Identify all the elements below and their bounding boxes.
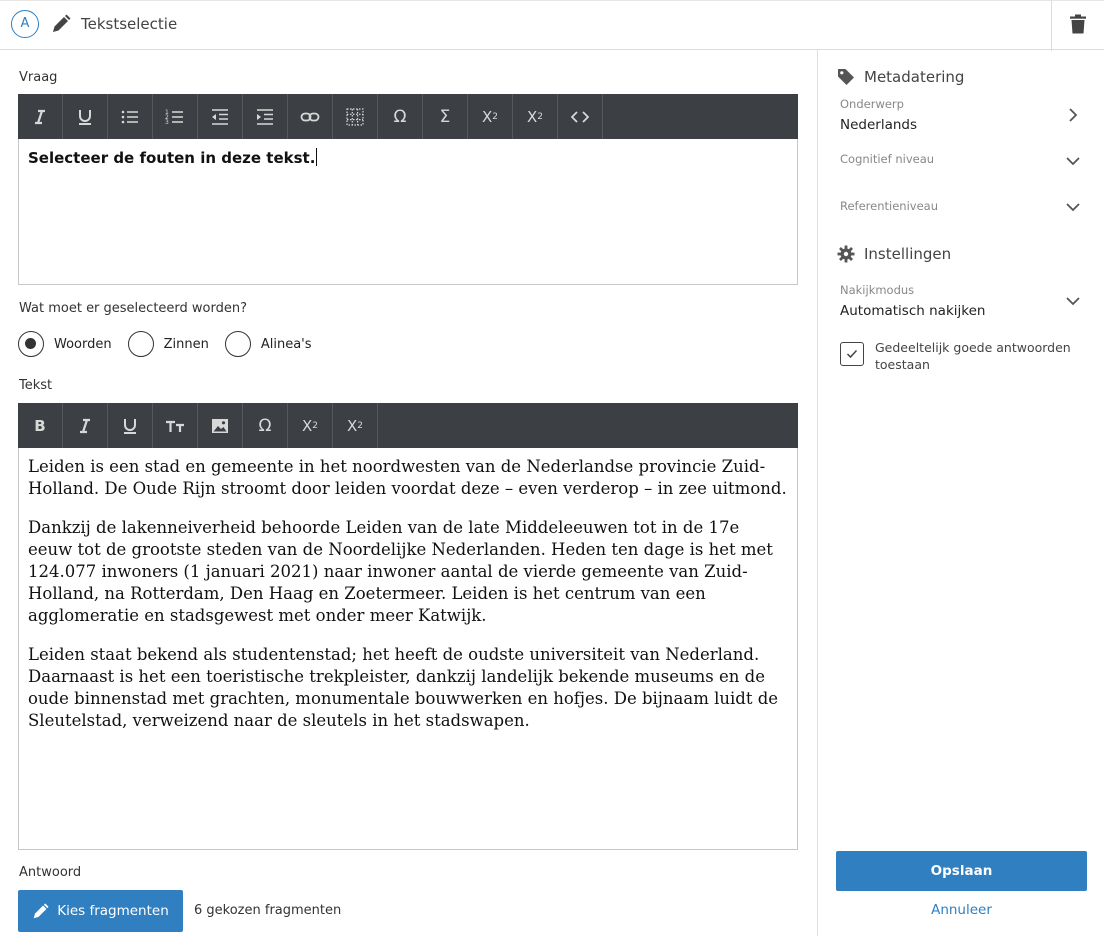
text-toolbar [18,403,798,448]
indent-icon[interactable] [243,94,288,139]
reference-level-label[interactable]: Referentieniveau [840,199,938,213]
text-size-icon[interactable] [153,403,198,448]
bold-icon[interactable]: B [18,403,63,448]
chevron-down-icon[interactable] [1065,153,1081,169]
partial-answers-checkbox[interactable] [840,342,864,366]
svg-text:1: 1 [165,108,169,116]
superscript-icon[interactable]: X 2 [513,94,558,139]
fragment-count: 6 gekozen fragmenten [194,903,342,918]
page-title: Tekstselectie [81,15,178,33]
chevron-down-icon[interactable] [1065,293,1081,309]
cognitive-level-label[interactable]: Cognitief niveau [840,152,935,166]
question-text: Selecteer de fouten in deze tekst. [28,149,316,167]
grading-mode-value[interactable]: Automatisch nakijken [840,303,986,319]
settings-heading [837,245,951,263]
table-icon[interactable] [333,94,378,139]
selection-type-radios [18,331,328,357]
radio-woorden[interactable] [18,331,112,357]
radio-button[interactable] [128,331,154,357]
radio-button-selected[interactable] [18,331,44,357]
tag-icon [837,68,855,86]
question-editor[interactable] [18,139,798,285]
text-body [19,448,797,757]
subject-value[interactable]: Nederlands [840,117,918,133]
gear-icon [837,245,855,263]
bullet-list-icon[interactable] [108,94,153,139]
question-label: Vraag [19,70,58,85]
text-paragraph: Leiden is een stad en gemeente in het noordwesten van de Nederlandse provincie Zuid-Holland. De Oude Rijn stroomt door leiden voordat deze – even verderop – in zee uitmond. [28,457,787,498]
text-caret [316,148,317,166]
omega-icon[interactable]: Ω [243,403,288,448]
cancel-link[interactable]: Annuleer [931,902,992,918]
text-paragraph: Leiden staat bekend als studentenstad; het heeft de oudste universiteit van Nederland. Daarnaast is het een toeristische trekpleister, dankzij landelijk bekende museums en de oude binnenstad met grachten, monumentale bouwwerken en hofjes. De bijnaam luidt de Sleutelstad, verweizend naar de sleutels in het stadswapen. [28,645,779,730]
header-divider [1051,1,1052,51]
italic-icon[interactable] [18,94,63,139]
metadata-heading [837,68,964,86]
radio-button[interactable] [225,331,251,357]
question-type-badge: A [11,10,39,38]
pencil-icon [32,903,49,920]
subscript-icon[interactable]: X 2 [288,403,333,448]
italic-icon[interactable] [63,403,108,448]
selection-type-label: Wat moet er geselecteerd worden? [19,301,248,316]
subject-label: Onderwerp [840,97,904,111]
numbered-list-icon[interactable] [153,94,198,139]
choose-fragments-label: Kies fragmenten [57,903,169,919]
choose-fragments-button[interactable] [18,890,183,932]
text-label: Tekst [19,378,53,393]
svg-text:2: 2 [165,113,169,121]
radio-zinnen[interactable] [128,331,209,357]
settings-title: Instellingen [864,245,952,263]
chevron-down-icon[interactable] [1065,199,1081,215]
radio-alineas[interactable] [225,331,312,357]
outdent-icon[interactable] [198,94,243,139]
subscript-icon[interactable]: X 2 [468,94,513,139]
grading-mode-label: Nakijkmodus [840,283,915,297]
text-editor[interactable] [18,448,798,850]
omega-icon[interactable]: Ω [378,94,423,139]
question-toolbar [18,94,798,139]
trash-icon[interactable] [1069,14,1087,34]
underline-icon[interactable] [108,403,153,448]
radio-label: Zinnen [163,336,209,352]
answer-label: Antwoord [19,865,82,880]
sigma-icon[interactable]: Σ [423,94,468,139]
checkmark-icon [845,347,859,361]
radio-label: Alinea's [260,336,312,352]
link-icon[interactable] [288,94,333,139]
text-paragraph: Dankzij de lakenneiverheid behoorde Leiden van de late Middeleeuwen tot in de 17e eeuw tot de grootste steden van de Noordelijke Nederlanden. Heden ten dage is het met 124.077 inwoners (1 januari 2021) naar inwoner aantal de vierde gemeente van Zuid-Holland, na Rotterdam, Den Haag en Zoetermeer. Leiden is het centrum van een agglomeratie en stadsgewest met onder meer Katwijk. [28,518,773,625]
pencil-icon [51,14,71,34]
svg-text:3: 3 [165,118,169,126]
code-icon[interactable] [558,94,603,139]
save-button[interactable]: Opslaan [836,851,1087,891]
chevron-right-icon[interactable] [1065,107,1081,123]
header-bar [0,0,1104,50]
underline-icon[interactable] [63,94,108,139]
sidebar-divider [817,50,818,936]
metadata-title: Metadatering [864,68,965,86]
image-icon[interactable] [198,403,243,448]
superscript-icon[interactable]: X 2 [333,403,378,448]
partial-answers-label: Gedeeltelijk goede antwoorden toestaan [875,340,1071,372]
radio-label: Woorden [54,336,112,352]
